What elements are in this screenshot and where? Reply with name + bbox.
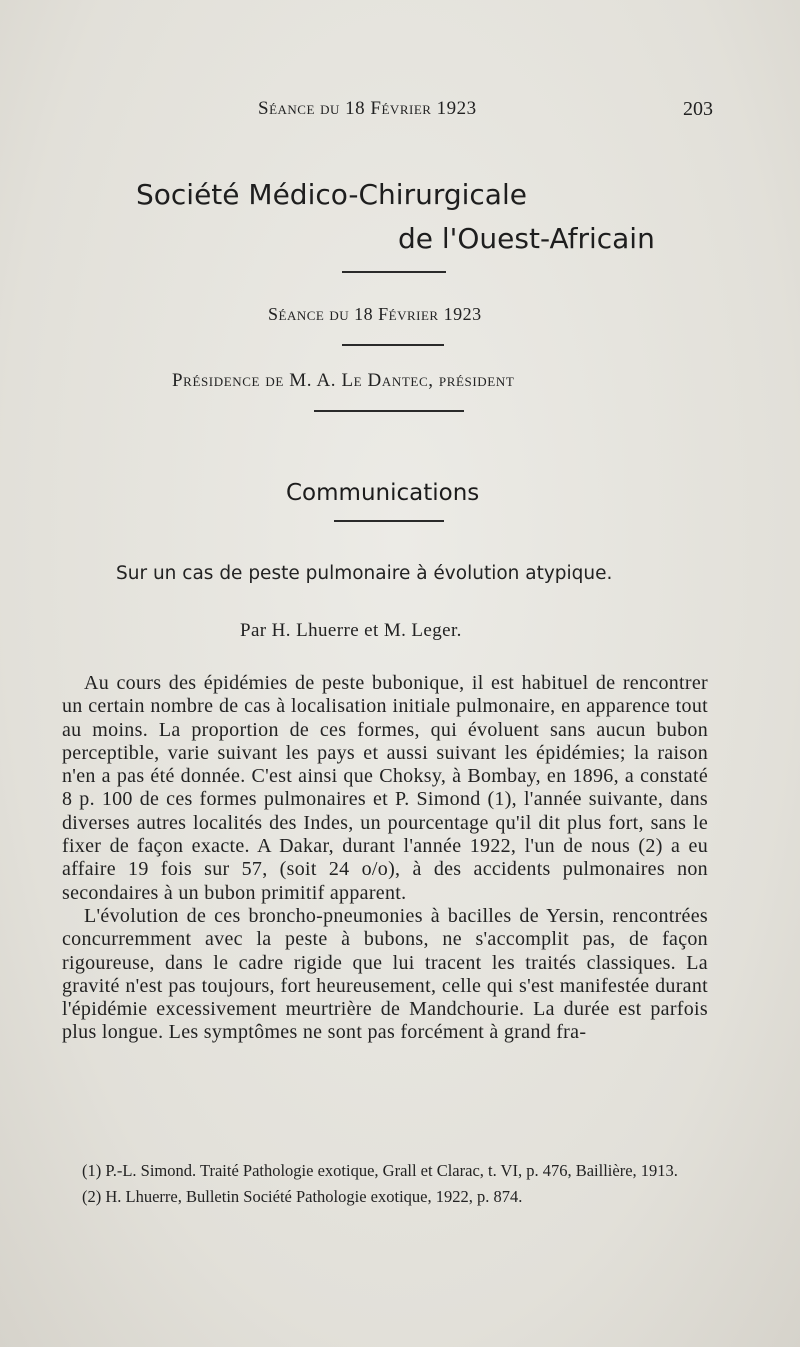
article-byline: Par H. Lhuerre et M. Leger. bbox=[240, 620, 462, 641]
paragraph: Au cours des épidémies de peste bubonique, il est habituel de rencontrer un certain nombre de cas à localisation initiale pulmonaire, en apparence tout au moins. La proportion de ces formes, qui évoluent sans aucun bubon perceptible, varie suivant les pays et aussi suivant les épidémies; la raison n'en a pas été donnée. C'est ainsi que Choksy, à Bombay, en 1896, a constaté 8 p. 100 de ces formes pulmonaires et P. Simond (1), l'année suivante, dans diverses autres localités des Indes, un pourcentage qu'il dit plus fort, sans le fixer de façon exacte. A Dakar, durant l'année 1922, l'un de nous (2) a eu affaire 19 fois sur 57, (soit 24 o/o), à des accidents pulmonaires non secondaires à un bubon primitif apparent. bbox=[62, 672, 708, 904]
society-name-line2: de l'Ouest-Africain bbox=[398, 222, 655, 255]
running-title: Séance du 18 Février 1923 bbox=[258, 98, 477, 119]
society-name-line1: Société Médico-Chirurgicale bbox=[136, 178, 527, 211]
running-header bbox=[0, 98, 800, 128]
page-number: 203 bbox=[683, 98, 713, 120]
article-body bbox=[62, 672, 708, 1045]
divider-rule bbox=[314, 410, 464, 412]
paragraph: L'évolution de ces broncho-pneumonies à bacilles de Yersin, rencontrées concurremment avec la peste à bubons, ne s'accomplit pas, de façon rigoureuse, dans le cadre rigide que lui tracent les traités classiques. La gravité n'est pas toujours, fort heureusement, celle qui s'est manifestée durant l'épidémie excessivement meurtrière de Mandchourie. La durée est parfois plus longue. Les symptômes ne sont pas forcément à grand fra- bbox=[62, 904, 708, 1044]
section-heading: Communications bbox=[286, 480, 480, 506]
footnote-2: (2) H. Lhuerre, Bulletin Société Pathologie exotique, 1922, p. 874. bbox=[82, 1187, 523, 1206]
article-title: Sur un cas de peste pulmonaire à évolution atypique. bbox=[116, 563, 613, 584]
seance-date: Séance du 18 Février 1923 bbox=[268, 304, 482, 324]
divider-rule bbox=[342, 271, 446, 273]
divider-rule bbox=[334, 520, 444, 522]
footnote-1: (1) P.-L. Simond. Traité Pathologie exotique, Grall et Clarac, t. VI, p. 476, Baillière, 1913. bbox=[82, 1161, 678, 1180]
footnotes bbox=[62, 1160, 708, 1208]
divider-rule bbox=[342, 344, 444, 346]
presidence-line: Présidence de M. A. Le Dantec, président bbox=[172, 370, 515, 391]
